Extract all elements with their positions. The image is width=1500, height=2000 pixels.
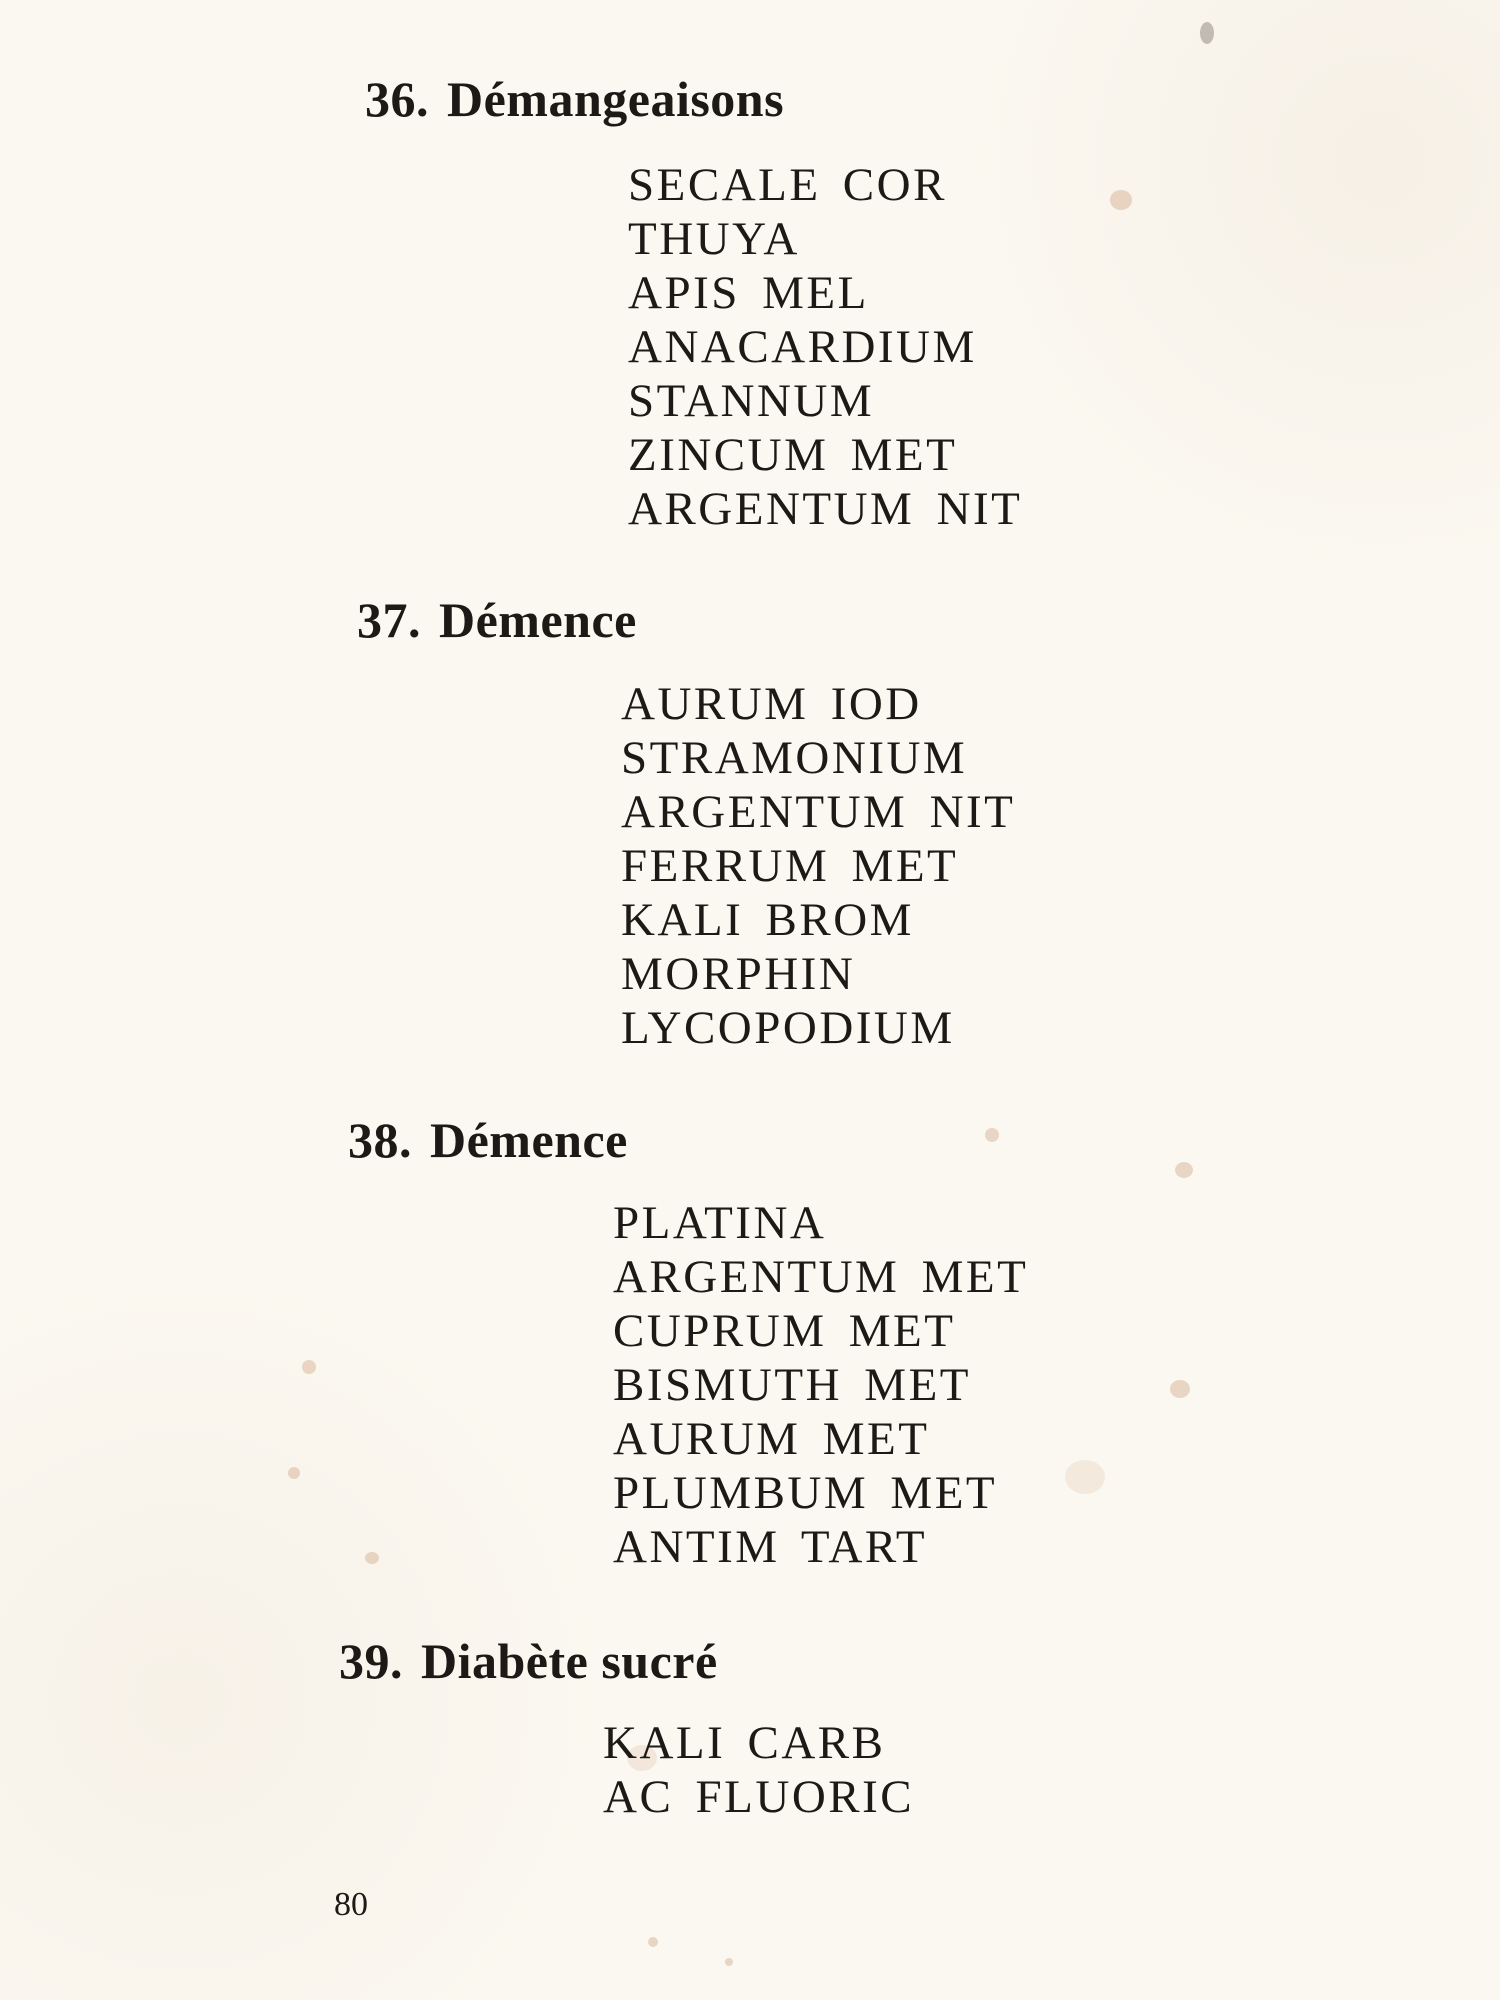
remedy-list xyxy=(603,1716,914,1824)
stain-spot xyxy=(288,1467,300,1479)
stain-spot xyxy=(1065,1460,1105,1494)
remedy-item: ARGENTUM NIT xyxy=(621,786,1016,838)
remedy-item: BISMUTH MET xyxy=(613,1359,971,1411)
remedy-item: ARGENTUM MET xyxy=(613,1251,1029,1303)
remedy-list xyxy=(613,1196,1028,1574)
stain-spot xyxy=(1175,1162,1193,1178)
page-number: 80 xyxy=(334,1886,368,1923)
remedy-item: ARGENTUM NIT xyxy=(628,483,1023,535)
stain-spot xyxy=(648,1937,658,1947)
remedy-list xyxy=(628,158,1022,536)
section-heading xyxy=(357,592,637,648)
remedy-item: CUPRUM MET xyxy=(613,1305,956,1357)
section-title: Démangeaisons xyxy=(447,71,785,127)
section-heading xyxy=(339,1633,718,1689)
remedy-item: KALI BROM xyxy=(621,894,914,946)
section-title: Diabète sucré xyxy=(421,1633,718,1689)
stain-spot xyxy=(302,1360,316,1374)
remedy-list xyxy=(621,677,1015,1055)
remedy-item: ANTIM TART xyxy=(613,1521,928,1573)
remedy-item: KALI CARB xyxy=(603,1717,886,1769)
remedy-item: PLATINA xyxy=(613,1197,827,1249)
remedy-item: ZINCUM MET xyxy=(628,429,958,481)
section-title: Démence xyxy=(439,592,637,648)
remedy-item: THUYA xyxy=(628,213,800,265)
section-heading xyxy=(365,71,785,127)
remedy-item: STRAMONIUM xyxy=(621,732,968,784)
remedy-item: SECALE COR xyxy=(628,159,947,211)
stain-spot xyxy=(1200,22,1214,44)
remedy-item: FERRUM MET xyxy=(621,840,959,892)
remedy-item: STANNUM xyxy=(628,375,875,427)
section-number: 36. xyxy=(365,71,429,127)
remedy-item: AURUM IOD xyxy=(621,678,922,730)
remedy-item: AURUM MET xyxy=(613,1413,930,1465)
section-number: 38. xyxy=(348,1112,412,1168)
section-title: Démence xyxy=(430,1112,628,1168)
stain-spot xyxy=(365,1552,379,1564)
remedy-item: ANACARDIUM xyxy=(628,321,977,373)
remedy-item: APIS MEL xyxy=(628,267,869,319)
section-number: 39. xyxy=(339,1633,403,1689)
section-number: 37. xyxy=(357,592,421,648)
remedy-item: PLUMBUM MET xyxy=(613,1467,998,1519)
stain-spot xyxy=(1110,190,1132,210)
stain-spot xyxy=(985,1128,999,1142)
remedy-item: AC FLUORIC xyxy=(603,1771,915,1823)
section-heading xyxy=(348,1112,628,1168)
stain-spot xyxy=(725,1958,733,1966)
stain-spot xyxy=(1170,1380,1190,1398)
remedy-item: MORPHIN xyxy=(621,948,856,1000)
remedy-item: LYCOPODIUM xyxy=(621,1002,955,1054)
